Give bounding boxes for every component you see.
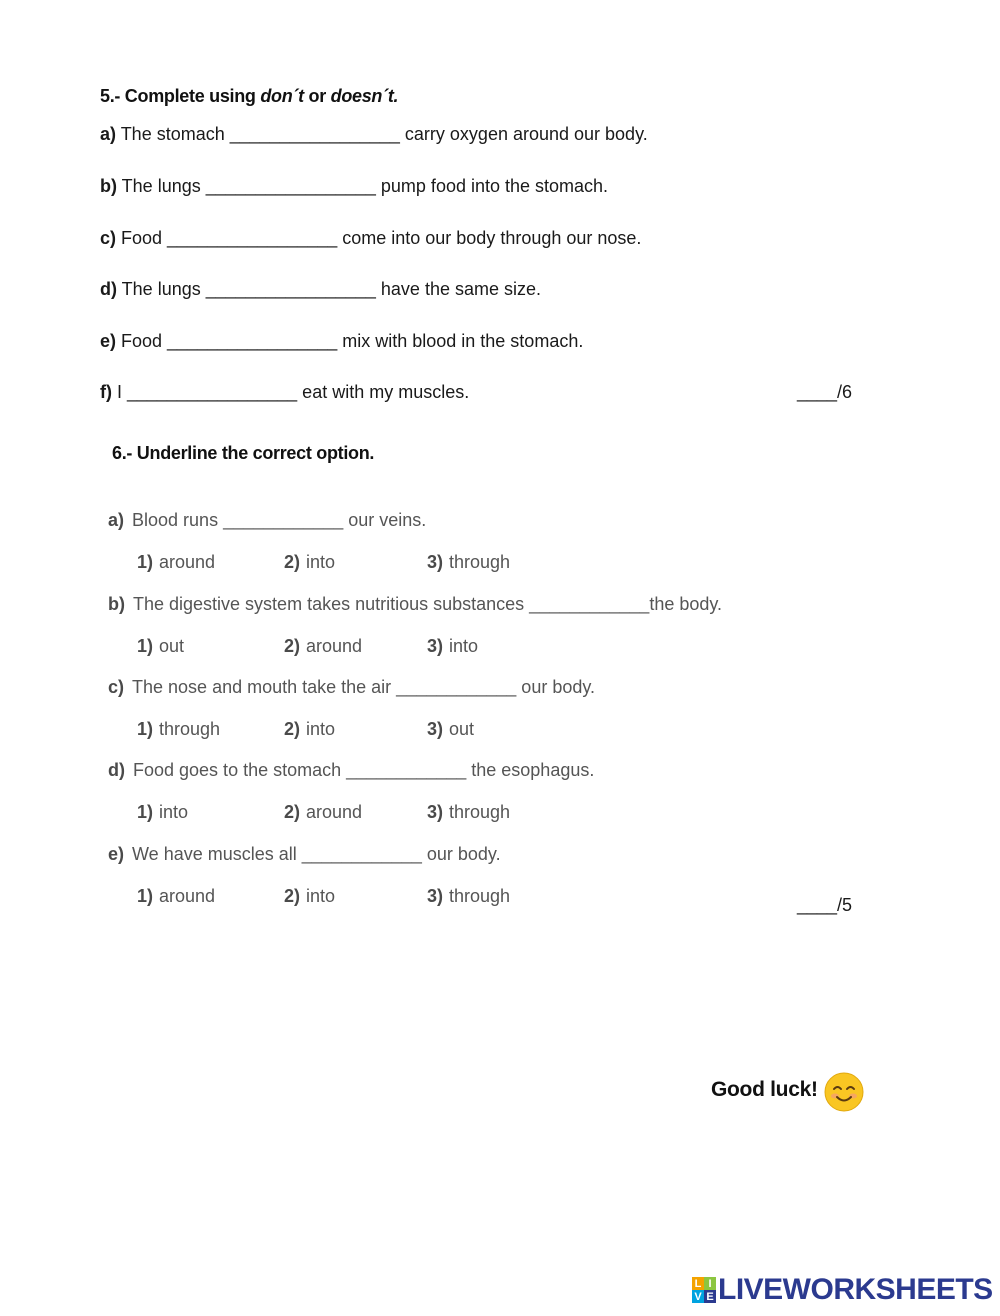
section5-title: 5.- Complete using don´t or doesn´t. — [100, 86, 399, 106]
option-b2[interactable]: 2) around — [284, 636, 363, 656]
section5-score: ____/6 — [797, 382, 853, 402]
option-a3[interactable]: 3) through — [427, 552, 511, 572]
option-b1[interactable]: 1) out — [137, 636, 185, 656]
option-d2[interactable]: 2) around — [284, 802, 363, 822]
section5-item-b: b) The lungs _________________ pump food into the stomach. — [100, 176, 609, 196]
option-e1[interactable]: 1) around — [137, 886, 216, 906]
option-d1[interactable]: 1) into — [137, 802, 189, 822]
section5-item-e: e) Food _________________ mix with blood in the stomach. — [100, 331, 584, 351]
section5-item-a: a) The stomach _________________ carry oxygen around our body. — [100, 124, 648, 144]
section6-question-a: a) Blood runs ____________ our veins. — [108, 510, 427, 530]
section6-question-e: e) We have muscles all ____________ our body. — [108, 844, 501, 864]
brand-text: LIVEWORKSHEETS — [718, 1273, 993, 1306]
liveworksheets-logo[interactable] — [692, 1274, 993, 1306]
section6-score: ____/5 — [797, 895, 853, 915]
option-e3[interactable]: 3) through — [427, 886, 511, 906]
option-a1[interactable]: 1) around — [137, 552, 216, 572]
section6-title: 6.- Underline the correct option. — [112, 443, 375, 463]
section5-item-f: f) I _________________ eat with my muscles. — [100, 382, 470, 402]
section5-item-c: c) Food _________________ come into our body through our nose. — [100, 228, 642, 248]
option-c2[interactable]: 2) into — [284, 719, 336, 739]
logo-letter-e: E — [704, 1290, 716, 1303]
section6-question-b: b) The digestive system takes nutritious substances ____________the body. — [108, 594, 723, 614]
smiley-face-icon — [824, 1072, 864, 1112]
liveworksheets-logo-icon — [692, 1277, 716, 1303]
section6-question-c: c) The nose and mouth take the air ____________ our body. — [108, 677, 596, 697]
good-luck-text: Good luck! — [711, 1078, 818, 1101]
section5-item-d: d) The lungs _________________ have the same size. — [100, 279, 541, 299]
section6-question-d: d) Food goes to the stomach ____________ the esophagus. — [108, 760, 595, 780]
logo-letter-l: L — [692, 1277, 704, 1290]
option-d3[interactable]: 3) through — [427, 802, 511, 822]
logo-letter-v: V — [692, 1290, 704, 1303]
option-c1[interactable]: 1) through — [137, 719, 221, 739]
option-b3[interactable]: 3) into — [427, 636, 479, 656]
option-c3[interactable]: 3) out — [427, 719, 475, 739]
option-a2[interactable]: 2) into — [284, 552, 336, 572]
option-e2[interactable]: 2) into — [284, 886, 336, 906]
logo-letter-i: I — [704, 1277, 716, 1290]
